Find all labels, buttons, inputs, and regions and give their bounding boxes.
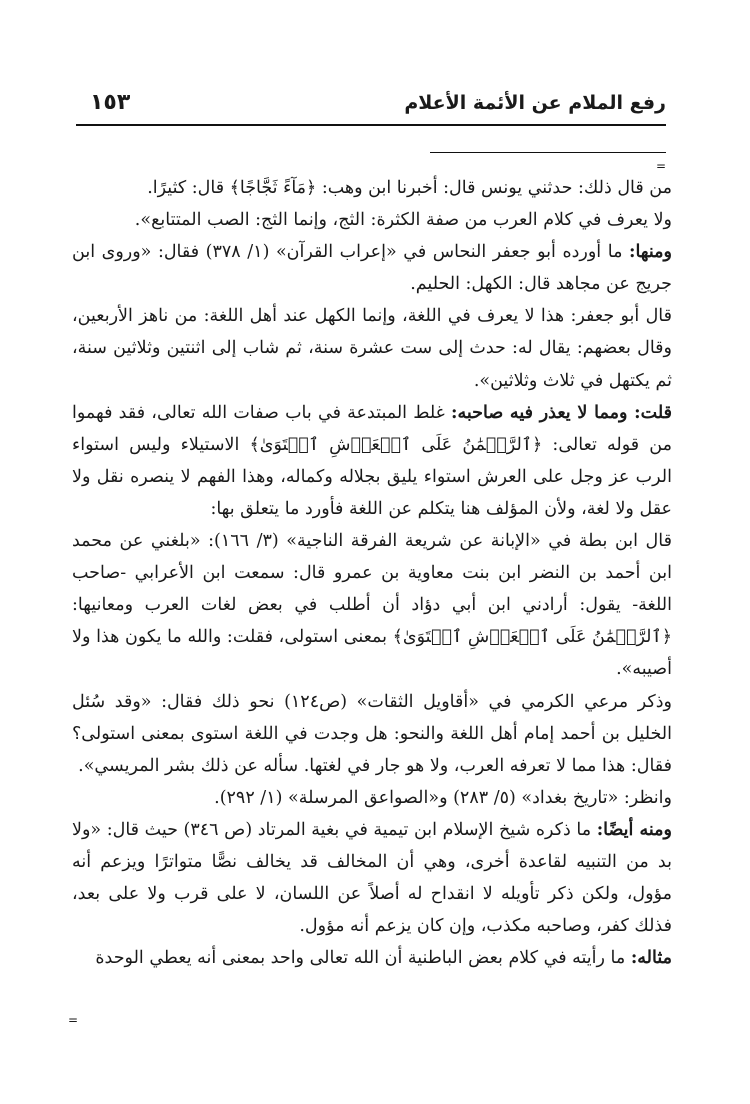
paragraph-lead: ومنها: bbox=[629, 242, 672, 263]
paragraph: وذكر مرعي الكرمي في «أقاويل الثقات» (ص١٢٤) نحو ذلك فقال: «وقد سُئل الخليل بن أحمد إمام أهل اللغة والنحو: هل وجدت في اللغة استوى بمعنى استولى؟ فقال: هذا مما لا تعرفه العرب، ولا هو جار في لغتها. سأله عن ذلك بشر المريسي». bbox=[72, 691, 672, 776]
paragraph-lead: قلت: ومما لا يعذر فيه صاحبه: bbox=[451, 402, 672, 423]
continuation-mark-bottom: = bbox=[68, 1013, 79, 1027]
paragraph: قلت: ومما لا يعذر فيه صاحبه: غلط المبتدعة في باب صفات الله تعالى، فقد فهموا من قوله تعالى: ﴿ٱلرَّحۡمَٰنُ عَلَى ٱلۡعَرۡشِ ٱسۡتَوَىٰ﴾ الاستيلاء وليس استواء الرب عز وجل على العرش استواء يليق بجلاله وكماله، وهذا الفهم لا ينصره نقل ولا عقل ولا لغة، ولأن المؤلف هنا يتكلم عن اللغة فأورد ما يتعلق بها: bbox=[72, 402, 672, 519]
continuation-mark-top: = bbox=[655, 159, 666, 173]
running-title: رفع الملام عن الأئمة الأعلام bbox=[404, 92, 666, 114]
header-rule bbox=[76, 124, 666, 126]
footnote-separator bbox=[430, 152, 666, 153]
paragraph: ومنها: ما أورده أبو جعفر النحاس في «إعراب القرآن» (١/ ٣٧٨) فقال: «وروى ابن جريج عن مجاهد قال: الكهل: الحليم. bbox=[72, 242, 672, 295]
paragraph-lead: مثاله: bbox=[630, 948, 672, 969]
paragraph: ومنه أيضًا: ما ذكره شيخ الإسلام ابن تيمية في بغية المرتاد (ص ٣٤٦) حيث قال: «ولا بد من التنبيه لقاعدة أخرى، وهي أن المخالف قد يخالف نصًّا متواترًا ويزعم أنه مؤول، ولكن ذكر تأويله لا انقداح له أصلاً عن اللسان، لا على قرب ولا على بعد، فذلك كفر، وصاحبه مكذب، وإن كان يزعم أنه مؤول. bbox=[72, 819, 673, 937]
paragraph: مثاله: ما رأيته في كلام بعض الباطنية أن الله تعالى واحد بمعنى أنه يعطي الوحدة bbox=[95, 948, 672, 969]
paragraph: قال ابن بطة في «الإبانة عن شريعة الفرقة الناجية» (٣/ ١٦٦): «بلغني عن محمد ابن أحمد بن النضر ابن بنت معاوية بن عمرو قال: سمعت ابن الأعرابي -صاحب اللغة- يقول: أرادني ابن أبي دؤاد أن أطلب في بعض لغات العرب ومعانيها: ﴿ٱلرَّحۡمَٰنُ عَلَى ٱلۡعَرۡشِ ٱسۡتَوَىٰ﴾ بمعنى استولى، فقلت: والله ما يكون هذا ولا أصيبه». bbox=[72, 531, 672, 680]
page-number: ١٥٣ bbox=[90, 90, 131, 115]
paragraph: من قال ذلك: حدثني يونس قال: أخبرنا ابن وهب: ﴿مَآءً ثَجَّاجًا﴾ قال: كثيرًا. bbox=[147, 178, 672, 198]
page-header bbox=[76, 90, 666, 124]
paragraph-lead: ومنه أيضًا: bbox=[596, 819, 673, 840]
paragraph: قال أبو جعفر: هذا لا يعرف في اللغة، وإنما الكهل عند أهل اللغة: من ناهز الأربعين، وقال بعضهم: يقال له: حدث إلى ست عشرة سنة، ثم شاب إلى اثنتين وثلاثين سنة، ثم يكتهل في ثلاث وثلاثين». bbox=[72, 306, 672, 391]
paragraph: ولا يعرف في كلام العرب من صفة الكثرة: الثج، وإنما الثج: الصب المتتابع». bbox=[134, 210, 672, 231]
footnote-body bbox=[72, 172, 672, 974]
paragraph: وانظر: «تاريخ بغداد» (٥/ ٢٨٣) و«الصواعق المرسلة» (١/ ٢٩٢). bbox=[214, 787, 672, 808]
